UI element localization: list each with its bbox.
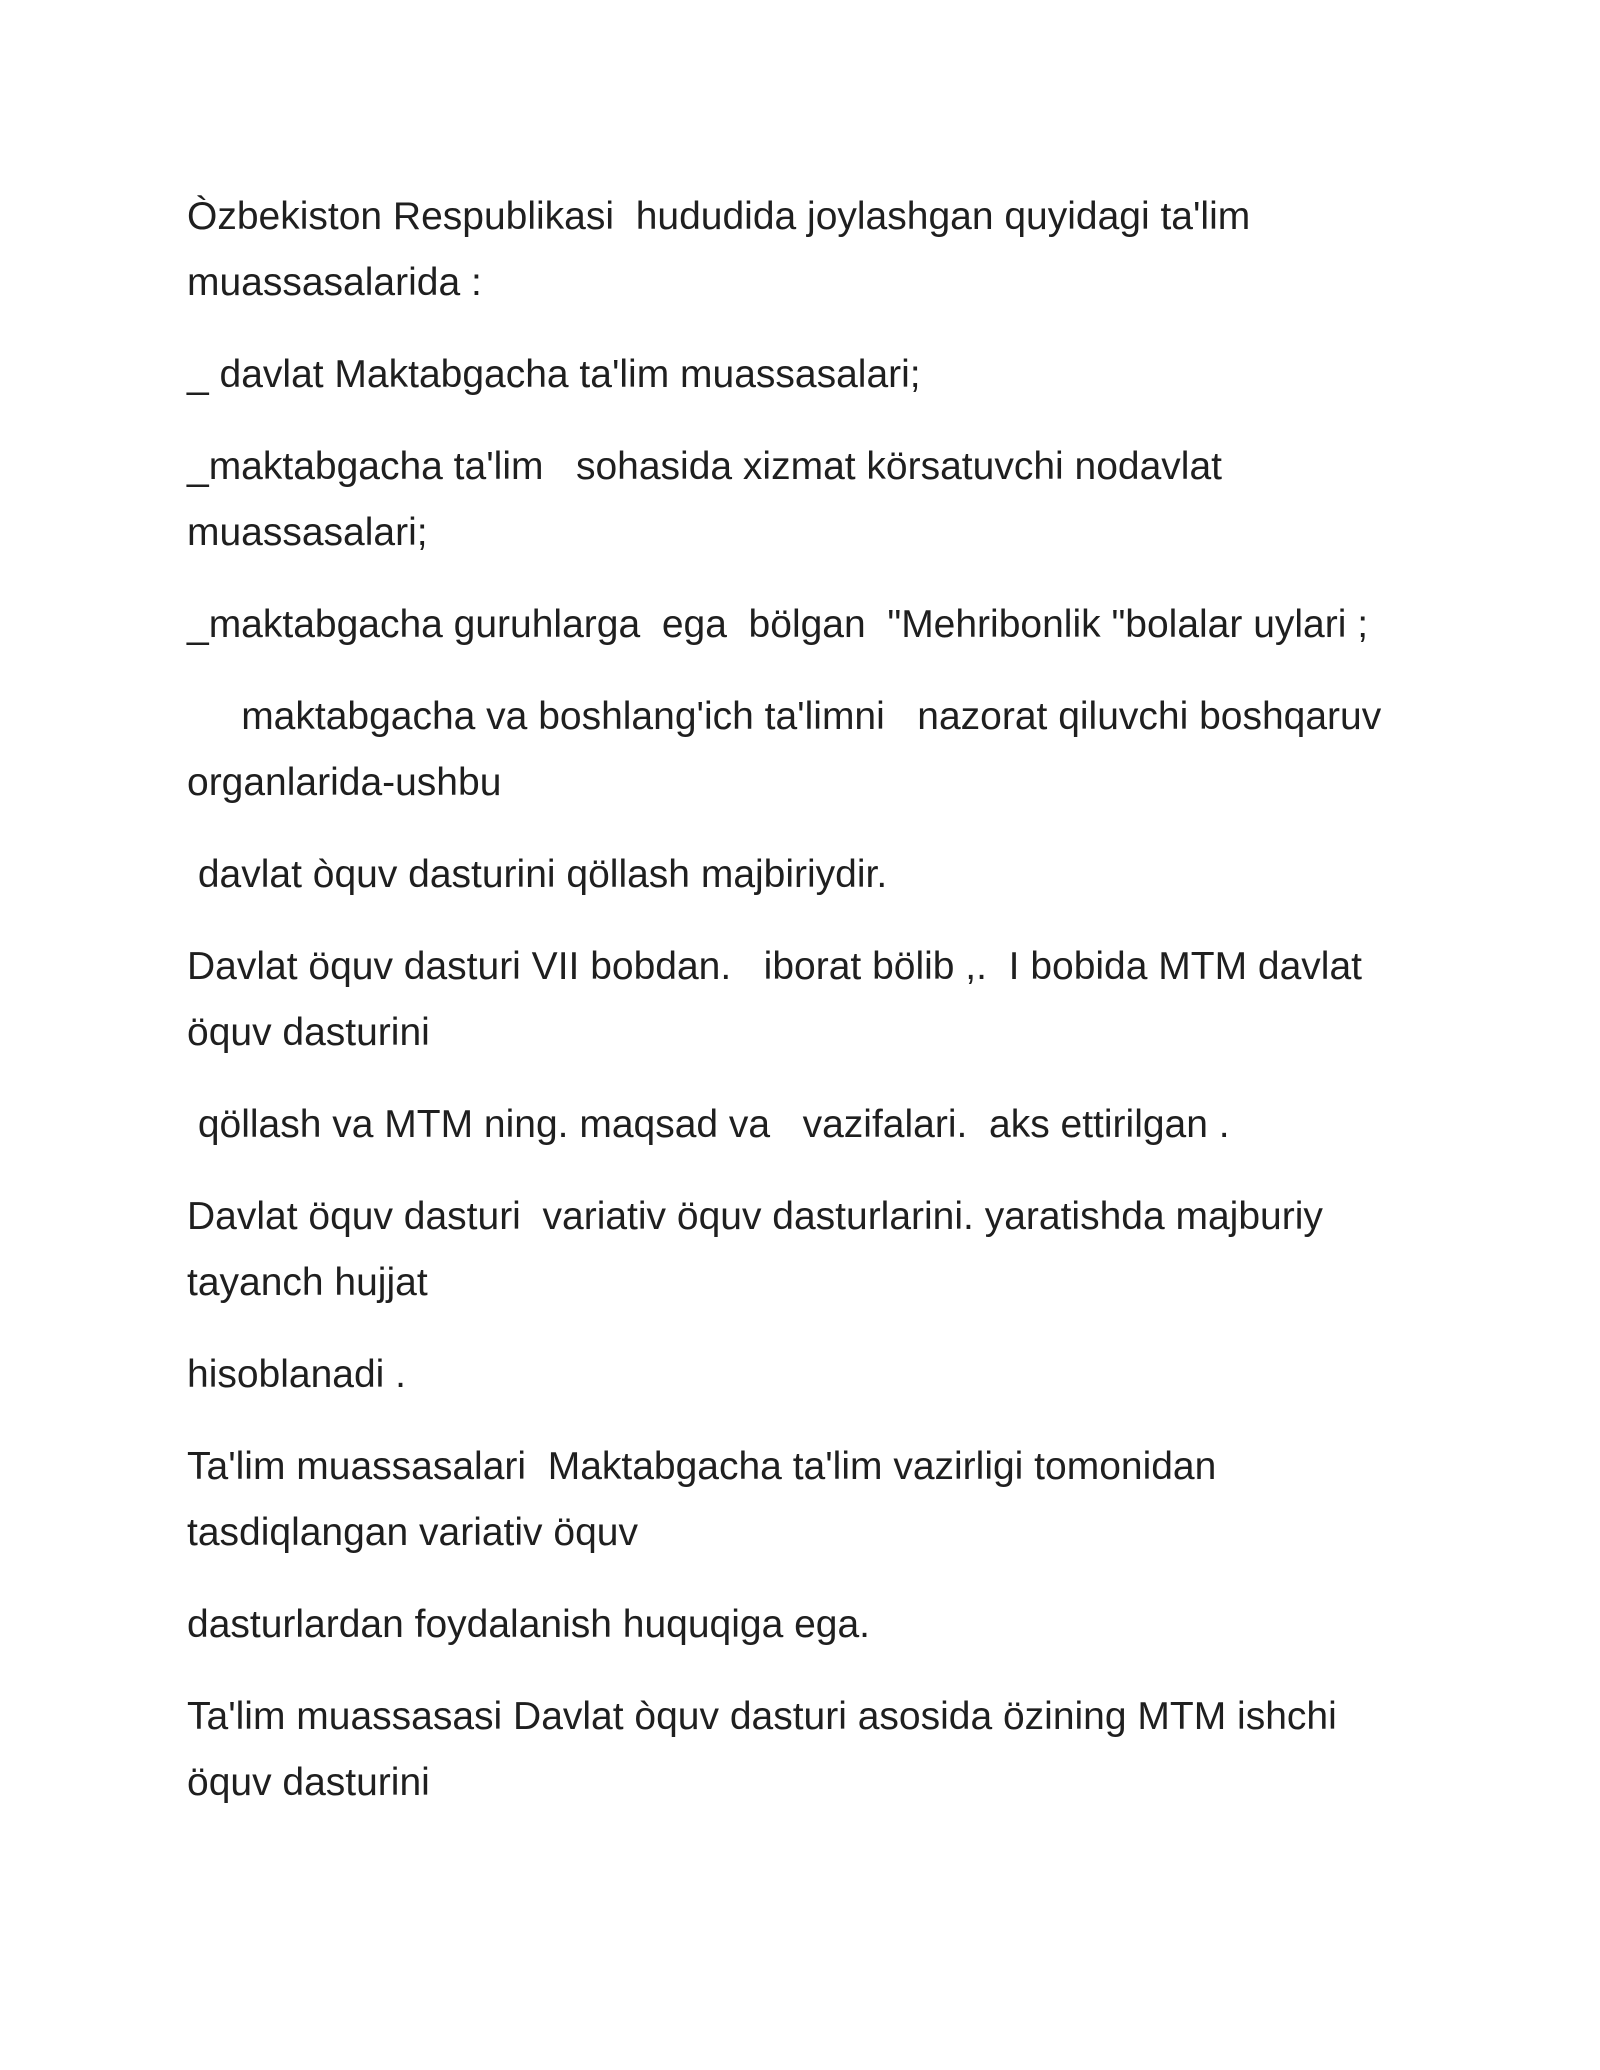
paragraph-program-structure: Davlat öquv dasturi VII bobdan. iborat bölib ,. I bobida MTM davlat öquv dasturini [187,945,1373,1054]
paragraph-considered: hisoblanadi . [187,1353,406,1396]
paragraph-list-item-nonstate-institutions: _maktabgacha ta'lim sohasida xizmat körsatuvchi nodavlat muassasalari; [187,445,1233,554]
paragraph-list-item-mehribonlik-homes: _maktabgacha guruhlarga ega bölgan "Mehribonlik "bolalar uylari ; [187,603,1369,646]
paragraph-variative-programs: Davlat öquv dasturi variativ öquv dasturlarini. yaratishda majburiy tayanch hujjat [187,1195,1334,1304]
paragraph-list-item-state-preschools: _ davlat Maktabgacha ta'lim muassasalari; [187,353,921,396]
paragraph-list-item-control-bodies: maktabgacha va boshlang'ich ta'limni nazorat qiluvchi boshqaruv organlarida-ushbu [187,695,1393,804]
paragraph-usage-rights: dasturlardan foydalanish huquqiga ega. [187,1603,871,1646]
paragraph-program-goals: qöllash va MTM ning. maqsad va vazifalari. aks ettirilgan . [187,1103,1230,1146]
paragraph-intro: Òzbekiston Respublikasi hududida joylashgan quyidagi ta'lim muassasalarida : [187,195,1262,304]
document-body [187,184,1417,1842]
paragraph-mandatory-statement: davlat òquv dasturini qöllash majbiriydir. [187,853,888,896]
paragraph-working-program: Ta'lim muassasasi Davlat òquv dasturi asosida özining MTM ishchi öquv dasturini [187,1695,1348,1804]
paragraph-institution-rights: Ta'lim muassasalari Maktabgacha ta'lim vazirligi tomonidan tasdiqlangan variativ öquv [187,1445,1228,1554]
